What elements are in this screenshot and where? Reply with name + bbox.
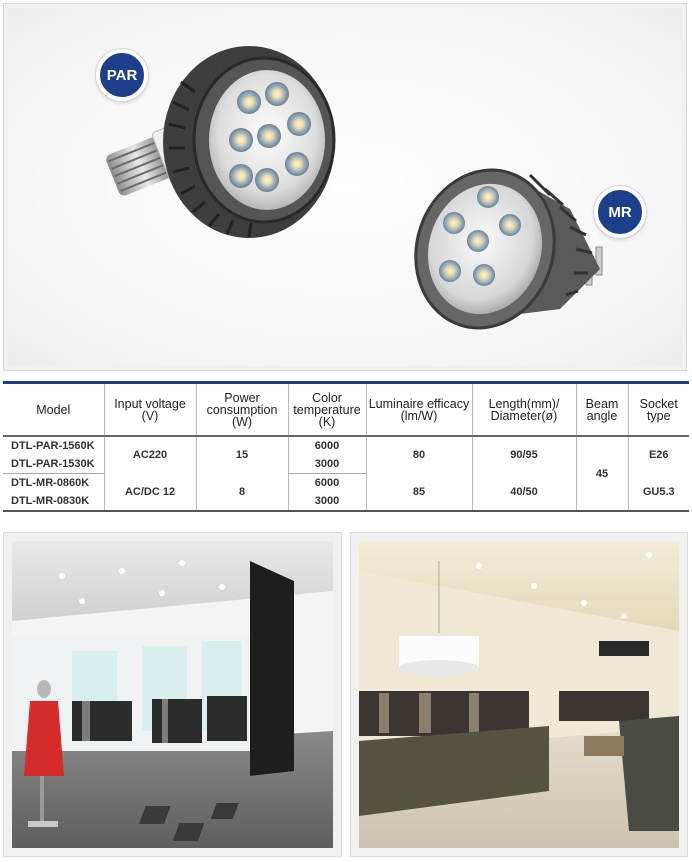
header-luminaire-efficacy: Luminaire efficacy (lm/W)	[366, 383, 472, 437]
table-row	[3, 436, 689, 455]
efficacy-cell: 80	[366, 436, 472, 474]
socket-cell: GU5.3	[628, 474, 689, 512]
power-cell: 15	[196, 436, 288, 474]
model-cell: DTL-PAR-1530K	[3, 455, 104, 474]
color-temp-cell: 6000	[288, 436, 366, 455]
store-photo-left	[3, 532, 342, 857]
product-hero-panel	[3, 3, 687, 371]
input-voltage-cell: AC/DC 12	[104, 474, 196, 512]
mr-badge: MR	[594, 186, 646, 238]
input-voltage-cell: AC220	[104, 436, 196, 474]
header-power-consumption: Power consumption (W)	[196, 383, 288, 437]
model-cell: DTL-PAR-1560K	[11, 440, 95, 452]
boutique-interior-image	[12, 541, 333, 848]
power-cell: 8	[196, 474, 288, 512]
length-cell: 40/50	[472, 474, 576, 512]
efficacy-cell: 85	[366, 474, 472, 512]
model-cell: DTL-MR-0830K	[11, 495, 90, 507]
model-cell: DTL-MR-0860K	[11, 477, 90, 489]
retail-store-interior-image	[359, 541, 679, 848]
socket-cell: E26	[628, 436, 689, 474]
par-badge: PAR	[96, 49, 148, 101]
header-color-temperature: Color temperature (K)	[288, 383, 366, 437]
header-beam-angle: Beam angle	[576, 383, 628, 437]
color-temp-cell: 3000	[288, 492, 366, 511]
color-temp-cell: 6000	[288, 474, 366, 493]
header-input-voltage: Input voltage (V)	[104, 383, 196, 437]
spec-table	[3, 381, 689, 512]
beam-angle-cell: 45	[576, 436, 628, 511]
store-photo-right	[350, 532, 688, 857]
color-temp-cell: 3000	[288, 455, 366, 474]
header-socket-type: Socket type	[628, 383, 689, 437]
header-length-diameter: Length(mm)/ Diameter(ø)	[472, 383, 576, 437]
header-model: Model	[3, 383, 104, 437]
spec-table-header-row	[3, 383, 689, 437]
mr-lamp-image	[410, 149, 620, 339]
length-cell: 90/95	[472, 436, 576, 474]
